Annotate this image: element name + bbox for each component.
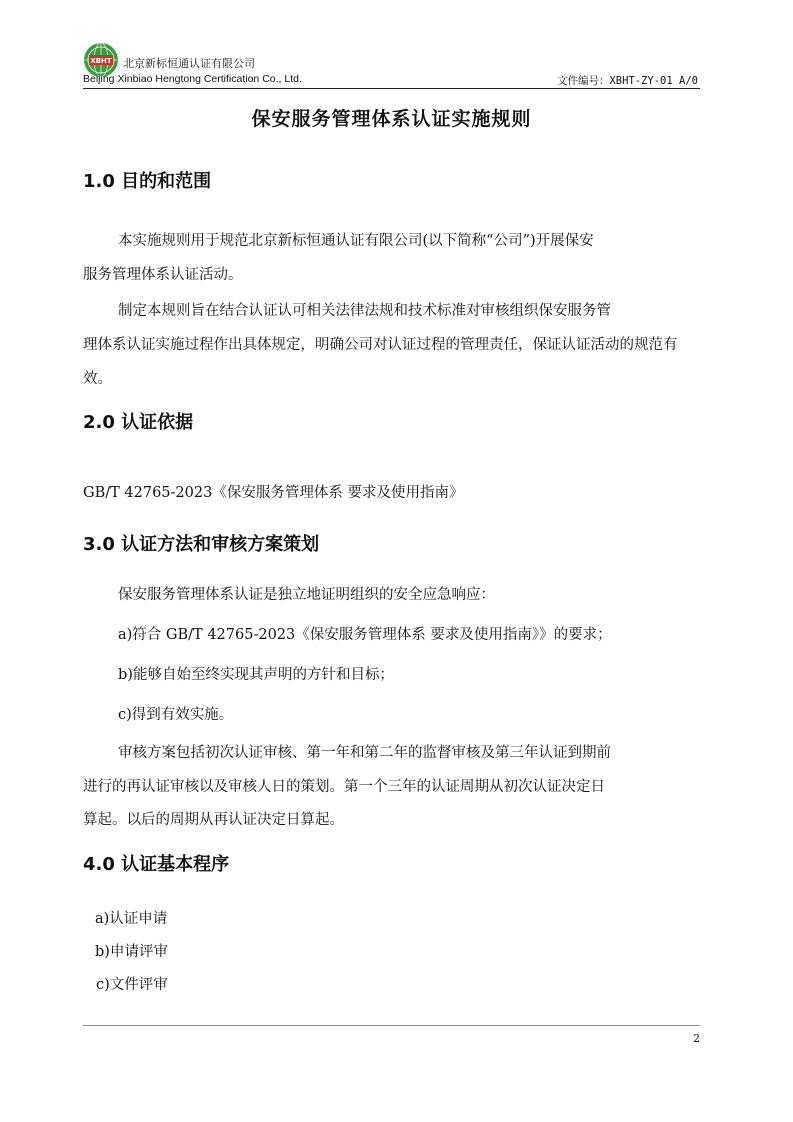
paragraph-line: GB/T 42765-2023《保安服务管理体系 要求及使用指南》 <box>83 485 464 501</box>
paragraph-line: 理体系认证实施过程作出具体规定，明确公司对认证过程的管理责任，保证认证活动的规范有 <box>83 337 678 353</box>
paragraph-line: 进行的再认证审核以及审核人日的策划。第一个三年的认证周期从初次认证决定日 <box>83 779 605 795</box>
footer-divider <box>83 1025 700 1026</box>
section-heading: 1.0 目的和范围 <box>83 171 212 192</box>
paragraph-line: 算起。以后的周期从再认证决定日算起。 <box>83 812 344 828</box>
paragraph-line: 审核方案包括初次认证审核、第一年和第二年的监督审核及第三年认证到期前 <box>118 745 611 761</box>
logo-text: XBHT <box>90 57 112 65</box>
paragraph-line: 保安服务管理体系认证是独立地证明组织的安全应急响应： <box>118 587 495 603</box>
paragraph-line: 服务管理体系认证活动。 <box>83 267 243 283</box>
section-heading: 2.0 认证依据 <box>83 412 194 433</box>
header-divider <box>83 88 700 89</box>
paragraph-line: 效。 <box>83 371 112 387</box>
section-heading: 4.0 认证基本程序 <box>83 854 230 875</box>
list-item: a)符合 GB/T 42765-2023《保安服务管理体系 要求及使用指南》》的要求； <box>118 627 612 643</box>
company-name-en: Beijing Xinbiao Hengtong Certification Co., Ltd. <box>83 73 302 85</box>
page-header <box>83 40 700 90</box>
document-title: 保安服务管理体系认证实施规则 <box>251 108 532 130</box>
list-item: c)文件评审 <box>96 977 168 993</box>
section-heading: 3.0 认证方法和审核方案策划 <box>83 534 320 555</box>
list-item: a)认证申请 <box>95 911 168 927</box>
list-item: b)能够自始至终实现其声明的方针和目标； <box>118 667 394 683</box>
list-item: b)申请评审 <box>95 944 168 960</box>
document-number: 文件编号：XBHT-ZY-01 A/0 <box>556 75 698 87</box>
page-number: 2 <box>693 1032 700 1045</box>
paragraph-line: 本实施规则用于规范北京新标恒通认证有限公司(以下简称“公司”)开展保安 <box>118 233 594 249</box>
list-item: c)得到有效实施。 <box>118 707 234 723</box>
paragraph-line: 制定本规则旨在结合认证认可相关法律法规和技术标准对审核组织保安服务管 <box>118 303 611 319</box>
company-name-cn: 北京新标恒通认证有限公司 <box>123 57 255 70</box>
